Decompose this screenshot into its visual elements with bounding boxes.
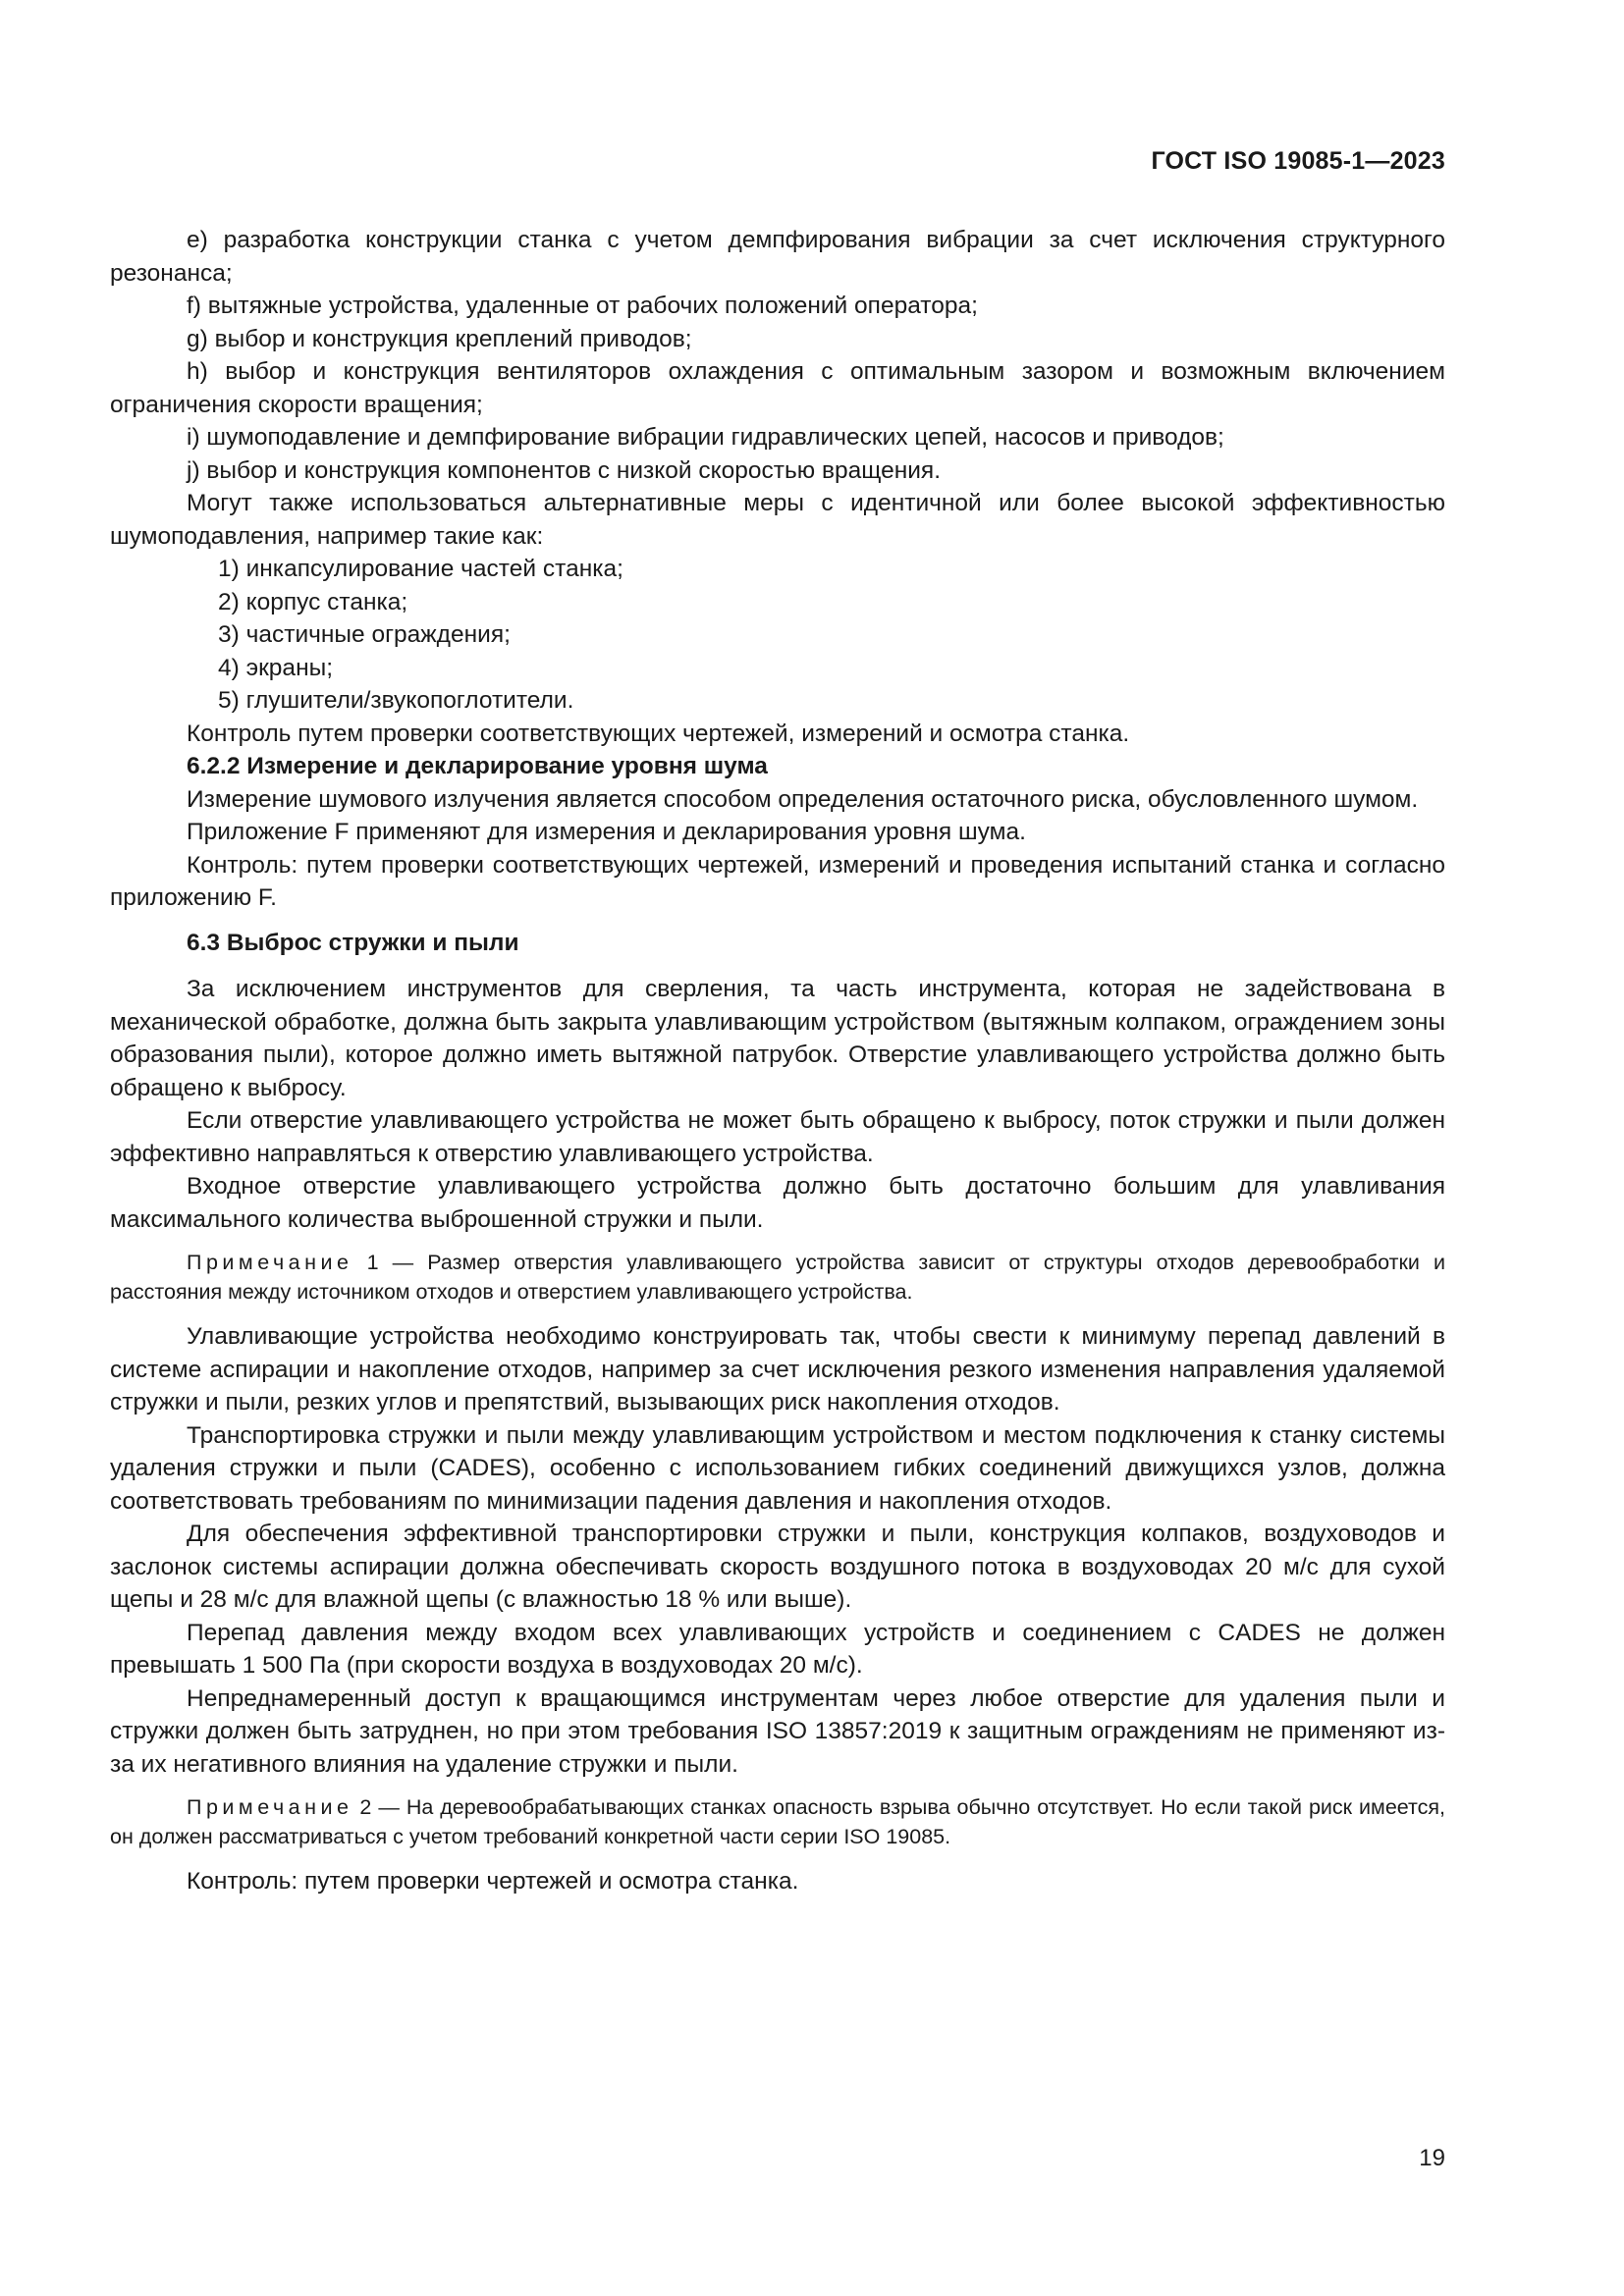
list-item: 2) корпус станка; <box>218 588 408 615</box>
list-item: 5) глушители/звукопоглотители. <box>218 687 574 714</box>
list-item: 3) частичные ограждения; <box>218 621 511 648</box>
paragraph: Если отверстие улавливающего устройства не может быть обращено к выбросу, поток стружки и пыли должен эффективно направляться к отверстию улавливающего устройства. <box>110 1107 1445 1167</box>
paragraph: Для обеспечения эффективной транспортировки стружки и пыли, конструкция колпаков, воздуховодов и заслонок системы аспирации должна обеспечивать скорость воздушного потока в воздуховодах 20 м/с для сухой щепы и 28 м/с для влажной щепы (с влажностью 18 % или выше). <box>110 1521 1445 1613</box>
paragraph: Непреднамеренный доступ к вращающимся инструментам через любое отверстие для удаления пыли и стружки должен быть затруднен, но при этом требования ISO 13857:2019 к защитным ограждениям не применяют из-за их негативного влияния на удаление стружки и пыли. <box>110 1684 1445 1778</box>
note-label: Примечание <box>187 1251 353 1274</box>
section-heading: 6.3 Выброс стружки и пыли <box>187 929 519 956</box>
paragraph: Перепад давления между входом всех улавливающих устройств и соединением с CADES не должен превышать 1 500 Па (при скорости воздуха в воздуховодах 20 м/с). <box>110 1619 1445 1679</box>
paragraph: Приложение F применяют для измерения и декларирования уровня шума. <box>187 819 1026 845</box>
note-text: 1 — Размер отверстия улавливающего устройства зависит от структуры отходов деревообработки и расстояния между источником отходов и отверстием улавливающего устройства. <box>110 1251 1445 1304</box>
paragraph: g) выбор и конструкция креплений приводов; <box>187 325 692 352</box>
paragraph: e) разработка конструкции станка с учетом демпфирования вибрации за счет исключения структурного резонанса; <box>110 227 1445 287</box>
paragraph: Контроль: путем проверки чертежей и осмотра станка. <box>187 1868 799 1895</box>
paragraph: Контроль: путем проверки соответствующих чертежей, измерений и проведения испытаний станка и согласно приложению F. <box>110 851 1445 911</box>
paragraph: Транспортировка стружки и пыли между улавливающим устройством и местом подключения к станку системы удаления стружки и пыли (CADES), особенно с использованием гибких соединений движущихся узлов, должна соответствовать требованиям по минимизации падения давления и накопления отходов. <box>110 1421 1445 1515</box>
paragraph: Входное отверстие улавливающего устройства должно быть достаточно большим для улавливания максимального количества выброшенной стружки и пыли. <box>110 1173 1445 1233</box>
paragraph: Могут также использоваться альтернативные меры с идентичной или более высокой эффективностью шумоподавления, например такие как: <box>110 490 1445 550</box>
list-item: 1) инкапсулирование частей станка; <box>218 556 623 582</box>
paragraph: h) выбор и конструкция вентиляторов охлаждения с оптимальным зазором и возможным включением ограничения скорости вращения; <box>110 358 1445 418</box>
note-text: 2 — На деревообрабатывающих станках опасность взрыва обычно отсутствует. Но если такой риск имеется, он должен рассматриваться с учетом требований конкретной части серии ISO 19085. <box>110 1795 1445 1848</box>
document-body <box>110 224 1445 1898</box>
paragraph: Улавливающие устройства необходимо конструировать так, чтобы свести к минимуму перепад давлений в системе аспирации и накопление отходов, например за счет исключения резкого изменения направления удаляемой стружки и пыли, резких углов и препятствий, вызывающих риск накопления отходов. <box>110 1323 1445 1415</box>
paragraph: Измерение шумового излучения является способом определения остаточного риска, обусловленного шумом. <box>187 785 1419 813</box>
paragraph: j) выбор и конструкция компонентов с низкой скоростью вращения. <box>187 456 942 484</box>
list-item: 4) экраны; <box>218 654 334 681</box>
note-1 <box>110 1248 1445 1307</box>
note-label: Примечание <box>187 1795 353 1819</box>
paragraph: i) шумоподавление и демпфирование вибрации гидравлических цепей, насосов и приводов; <box>187 424 1224 451</box>
note-2 <box>110 1792 1445 1851</box>
page-number: 19 <box>1419 2145 1445 2171</box>
subsection-heading: 6.2.2 Измерение и декларирование уровня шума <box>187 753 768 779</box>
paragraph: За исключением инструментов для сверления, та часть инструмента, которая не задействована в механической обработке, должна быть закрыта улавливающим устройством (вытяжным колпаком, ограждением зоны образования пыли), которое должно иметь вытяжной патрубок. Отверстие улавливающего устройства должно быть обращено к выбросу. <box>110 976 1445 1101</box>
document-header: ГОСТ ISO 19085-1—2023 <box>1151 147 1445 175</box>
paragraph: f) вытяжные устройства, удаленные от рабочих положений оператора; <box>187 293 978 319</box>
paragraph: Контроль путем проверки соответствующих чертежей, измерений и осмотра станка. <box>187 720 1130 747</box>
